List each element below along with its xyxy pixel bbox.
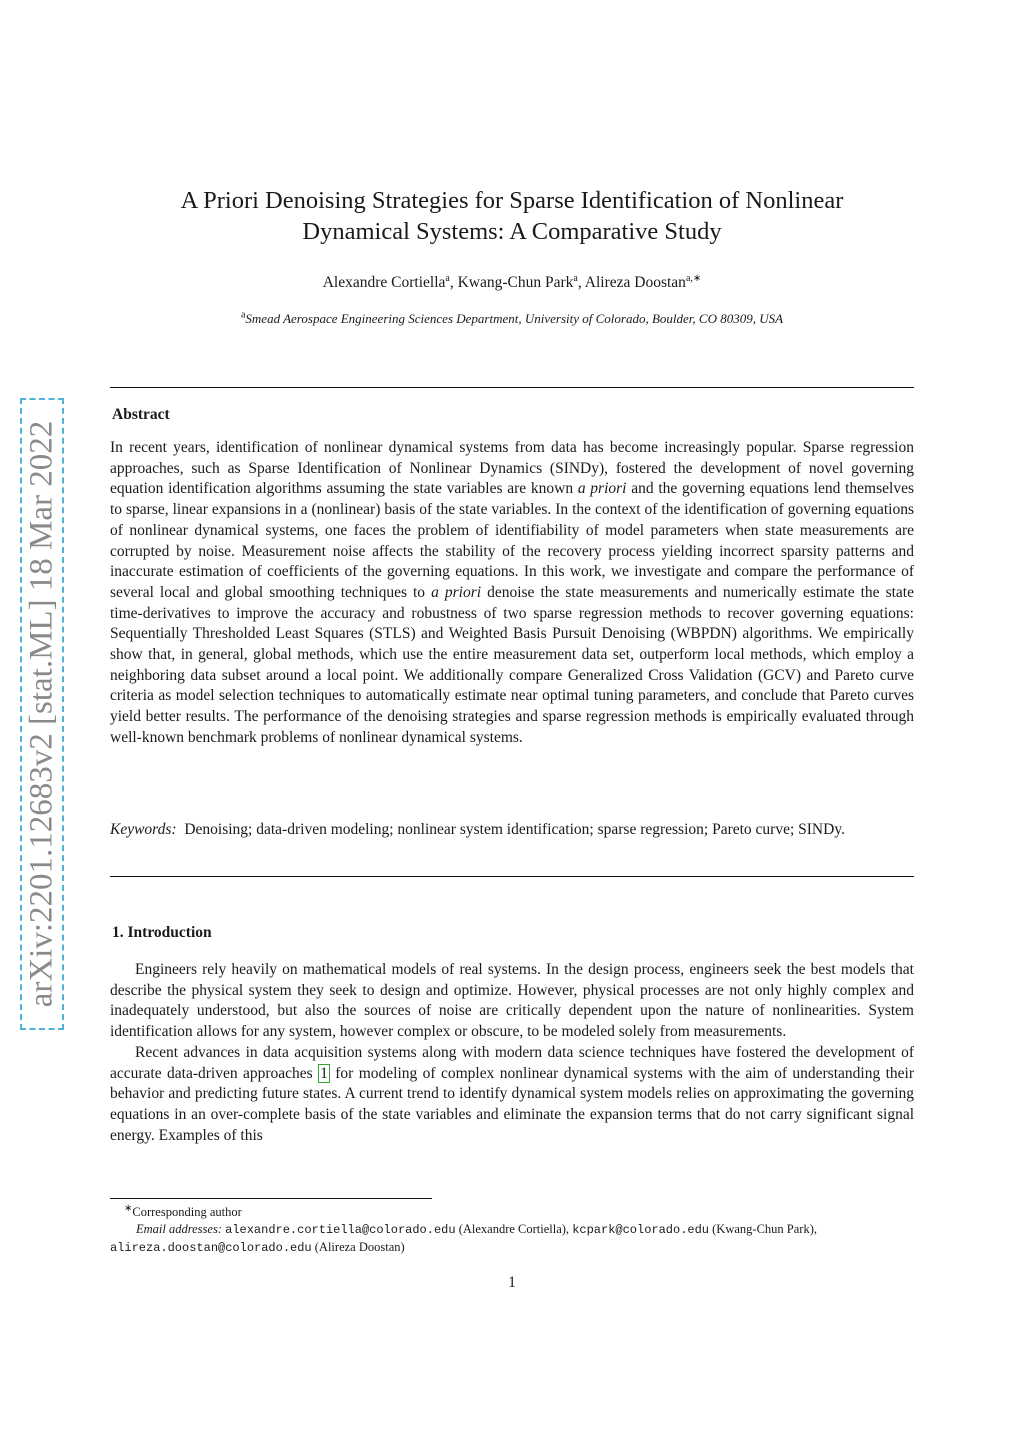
- author-separator: ,: [577, 274, 585, 291]
- abstract-text: and the governing equations lend themselves to sparse, linear expansions in a (nonlinear) basis of the state variables. In the context of the identification of governing equations of nonlinear dynamical systems, one faces the problem of identifiability of model parameters when state measurements are corrupted by noise. Measurement noise affects the stability of the recovery process yielding incorrect sparsity patterns and inaccurate estimation of coefficients of the governing equations. In this work, we investigate and compare the performance of several local and global smoothing techniques to: [110, 480, 914, 601]
- abstract-text: denoise the state measurements and numerically estimate the state time-derivatives to improve the accuracy and robustness of two sparse regression methods to recover governing equations: Sequentially Thresholded Least Squares (STLS) and Weighted Basis Pursuit Denoising (WBPDN) algorithms. We empirically show that, in general, global methods, which use the entire measurement data set, outperform local methods, which employ a neighboring data subset around a local point. We additionally compare Generalized Cross Validation (GCV) and Pareto curve criteria as model selection techniques to automatically estimate near optimal tuning parameters, and conclude that Pareto curves yield better results. The performance of the denoising strategies and sparse regression methods is empirically evaluated through well-known benchmark problems of nonlinear dynamical systems.: [110, 583, 914, 746]
- email-label: [110, 1221, 222, 1238]
- introduction-paragraph: [110, 1043, 914, 1147]
- affiliation-text: Smead Aerospace Engineering Sciences Department, University of Colorado, Boulder, CO 80309, USA: [245, 311, 784, 326]
- citation-link[interactable]: 1: [320, 1064, 328, 1082]
- arxiv-identifier-stamp[interactable]: [20, 398, 64, 1030]
- keywords-text: Denoising; data-driven modeling; nonlinear system identification; sparse regression; Pareto curve; SINDy.: [184, 821, 845, 838]
- keywords: [110, 820, 914, 841]
- title-line-2: Dynamical Systems: A Comparative Study: [302, 218, 722, 245]
- email-owner: (Kwang-Chun Park),: [709, 1222, 817, 1236]
- page-number: 1: [508, 1274, 516, 1291]
- section-heading-introduction: 1. Introduction: [112, 924, 212, 941]
- author-separator: ,: [449, 274, 458, 291]
- email-owner: (Alexandre Cortiella),: [455, 1222, 573, 1236]
- introduction-body: [110, 960, 914, 1146]
- email-owner: (Alireza Doostan): [311, 1240, 405, 1254]
- abstract-emphasis: a priori: [431, 583, 482, 601]
- email-label-text: Email addresses:: [136, 1222, 222, 1236]
- paper-title: [110, 185, 914, 247]
- footnote-corresponding: [110, 1204, 914, 1221]
- affiliation-corresponding-marker: a,∗: [685, 272, 702, 284]
- abstract-body: [110, 438, 914, 749]
- abstract-text: In recent years, identification of nonlinear dynamical systems from data has become increasingly popular. Sparse regression approaches, such as Sparse Identification of Nonlinear Dynamics (SINDy), fostered the development of novel governing equation identification algorithms assuming the state variables are known: [110, 439, 914, 498]
- author-name: Kwang-Chun Park: [457, 274, 574, 291]
- footnote-marker: ∗: [124, 1202, 133, 1214]
- author-name: Alireza Doostan: [584, 274, 686, 291]
- affiliation-marker: a: [573, 272, 578, 284]
- abstract-top-rule: [110, 387, 914, 388]
- affiliation-marker: a: [240, 309, 246, 321]
- footnote-rule: [110, 1198, 432, 1199]
- paragraph-text: Recent advances in data acquisition systems along with modern data science techniques have fostered the development of accurate data-driven approaches: [110, 1043, 914, 1082]
- title-line-1: A Priori Denoising Strategies for Sparse Identification of Nonlinear: [180, 187, 844, 214]
- author-name: Alexandre Cortiella: [322, 274, 446, 291]
- abstract-bottom-rule: [110, 876, 914, 877]
- email-link[interactable]: kcpark@colorado.edu: [572, 1223, 710, 1237]
- arxiv-identifier-text: arXiv:2201.12683v2 [stat.ML] 18 Mar 2022: [23, 420, 60, 1008]
- footnote-emails: [110, 1221, 914, 1257]
- introduction-paragraph: Engineers rely heavily on mathematical models of real systems. In the design process, engineers seek the best models that describe the physical system they seek to design and optimize. However, physical processes are not only highly complex and inadequately understood, but also the sources of noise are critically dependent upon the nature of nonlinearities. System identification allows for any system, however complex or obscure, to be modeled solely from measurements.: [110, 961, 914, 1041]
- author-list: [110, 274, 914, 292]
- keywords-label: Keywords:: [110, 821, 177, 838]
- abstract-heading: Abstract: [112, 406, 170, 423]
- footnote: [110, 1204, 914, 1257]
- email-link[interactable]: alireza.doostan@colorado.edu: [110, 1241, 312, 1255]
- affiliation-marker: a: [445, 272, 450, 284]
- paragraph-text: for modeling of complex nonlinear dynamical systems with the aim of understanding their behavior and predicting future states. A current trend to identify dynamical system models relies on approximating the governing equations in an over-complete basis of the state variables and eliminate the expansion terms that do not carry significant signal energy. Examples of this: [110, 1064, 915, 1144]
- footnote-corresponding-text: Corresponding author: [132, 1205, 242, 1219]
- abstract-emphasis: a priori: [577, 480, 627, 498]
- affiliation: [110, 311, 914, 327]
- email-link[interactable]: alexandre.cortiella@colorado.edu: [225, 1223, 456, 1237]
